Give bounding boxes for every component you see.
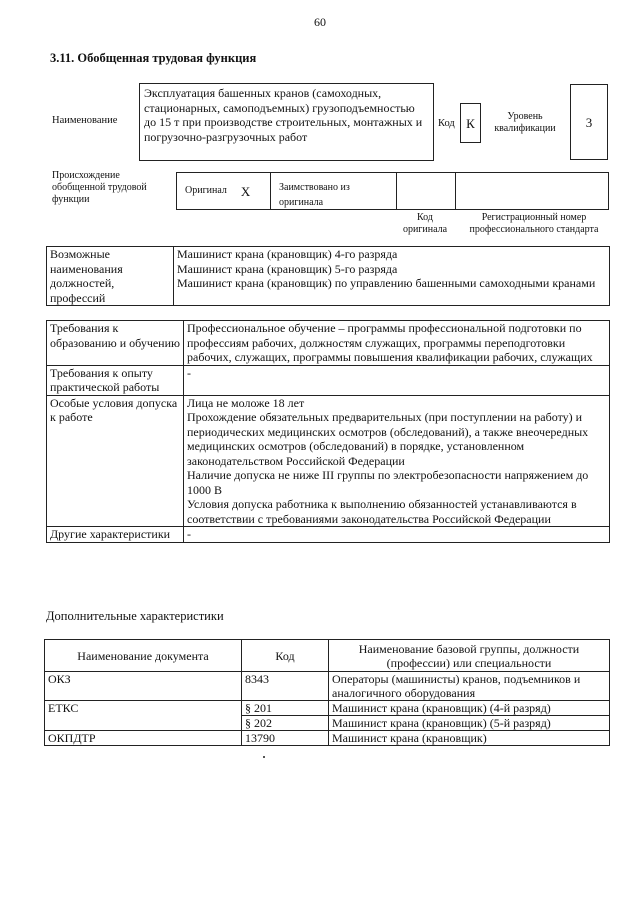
table-row (45, 701, 610, 716)
original-cell (176, 172, 271, 210)
row-name: Машинист крана (крановщик) (329, 731, 610, 746)
col-header-doc: Наименование документа (45, 640, 242, 672)
special-item: Прохождение обязательных предварительных (при поступлении на работу) и периодических медицинских осмотров (обследований), а также внеочередных медицинских осмотров (обследований) в порядке, установленном законодательством Российской Федерации (187, 410, 589, 468)
special-list (184, 395, 610, 527)
special-item: Условия допуска работника к выполнению обязанностей устанавливаются в соответствии с требованиями законодательства Российской Федерации (187, 497, 577, 526)
extra-table (44, 639, 610, 746)
education-value: Профессиональное обучение – программы профессиональной подготовки по профессиям рабочих, должностям служащих, программы переподготовки рабочих, служащих, программы повышения квалификации рабочих, служащих (184, 321, 610, 366)
reg-number-caption: Регистрационный номер профессионального стандарта (469, 212, 599, 235)
function-name: Эксплуатация башенных кранов (самоходных, стационарных, самоподъемных) грузоподъемностью до 15 т при производстве строительных, монтажных и погрузочно-разгрузочных работ (139, 83, 434, 161)
row-name: Операторы (машинисты) кранов, подъемников и аналогичного оборудования (329, 672, 610, 701)
original-label: Оригинал (185, 185, 227, 196)
code-value: К (460, 103, 481, 143)
name-label: Наименование (52, 115, 118, 126)
positions-list (174, 247, 610, 306)
experience-label: Требования к опыту практической работы (47, 365, 184, 395)
other-value: - (184, 527, 610, 543)
borrowed-label: Заимствовано из оригинала (279, 182, 350, 208)
position-item: Машинист крана (крановщик) 5-го разряда (177, 261, 398, 276)
row-code: § 202 (242, 716, 329, 731)
code-label: Код (438, 118, 455, 129)
col-header-code: Код (242, 640, 329, 672)
position-item: Машинист крана (крановщик) 4-го разряда (177, 247, 398, 261)
reg-number-cell (455, 172, 609, 210)
origin-label: Происхождение обобщенной трудовой функции (52, 170, 147, 205)
positions-table (46, 246, 610, 306)
requirements-table (46, 320, 610, 543)
row-doc: ОКПДТР (45, 731, 242, 746)
position-item: Машинист крана (крановщик) по управлению башенными самоходными кранами (177, 276, 596, 290)
education-label: Требования к образованию и обучению (47, 321, 184, 366)
special-item: Наличие допуска не ниже III группы по электробезопасности напряжением до 1000 В (187, 468, 589, 497)
special-label: Особые условия допуска к работе (47, 395, 184, 527)
other-label: Другие характеристики (47, 527, 184, 543)
row-code: 8343 (242, 672, 329, 701)
borrowed-cell (270, 172, 397, 210)
col-header-name: Наименование базовой группы, должности (профессии) или специальности (329, 640, 610, 672)
row-name: Машинист крана (крановщик) (4-й разряд) (329, 701, 610, 716)
row-doc: ОКЗ (45, 672, 242, 701)
origin-row (176, 172, 609, 210)
level-value: 3 (570, 84, 608, 160)
row-doc: ЕТКС (45, 701, 242, 731)
orig-code-cell (396, 172, 456, 210)
page-number: 60 (314, 15, 326, 29)
level-label: Уровень квалификации (494, 111, 556, 134)
row-name: Машинист крана (крановщик) (5-й разряд) (329, 716, 610, 731)
special-item: Лица не моложе 18 лет (187, 395, 305, 410)
experience-value: - (184, 365, 610, 395)
table-row (45, 672, 610, 701)
row-code: § 201 (242, 701, 329, 716)
original-mark: X (240, 183, 251, 199)
scan-speck (263, 756, 265, 758)
positions-label: Возможные наименования должностей, профессий (47, 247, 174, 306)
extra-title: Дополнительные характеристики (46, 609, 224, 623)
section-title: 3.11. Обобщенная трудовая функция (50, 51, 257, 65)
row-code: 13790 (242, 731, 329, 746)
orig-code-caption: Код оригинала (402, 212, 448, 235)
table-row (45, 731, 610, 746)
